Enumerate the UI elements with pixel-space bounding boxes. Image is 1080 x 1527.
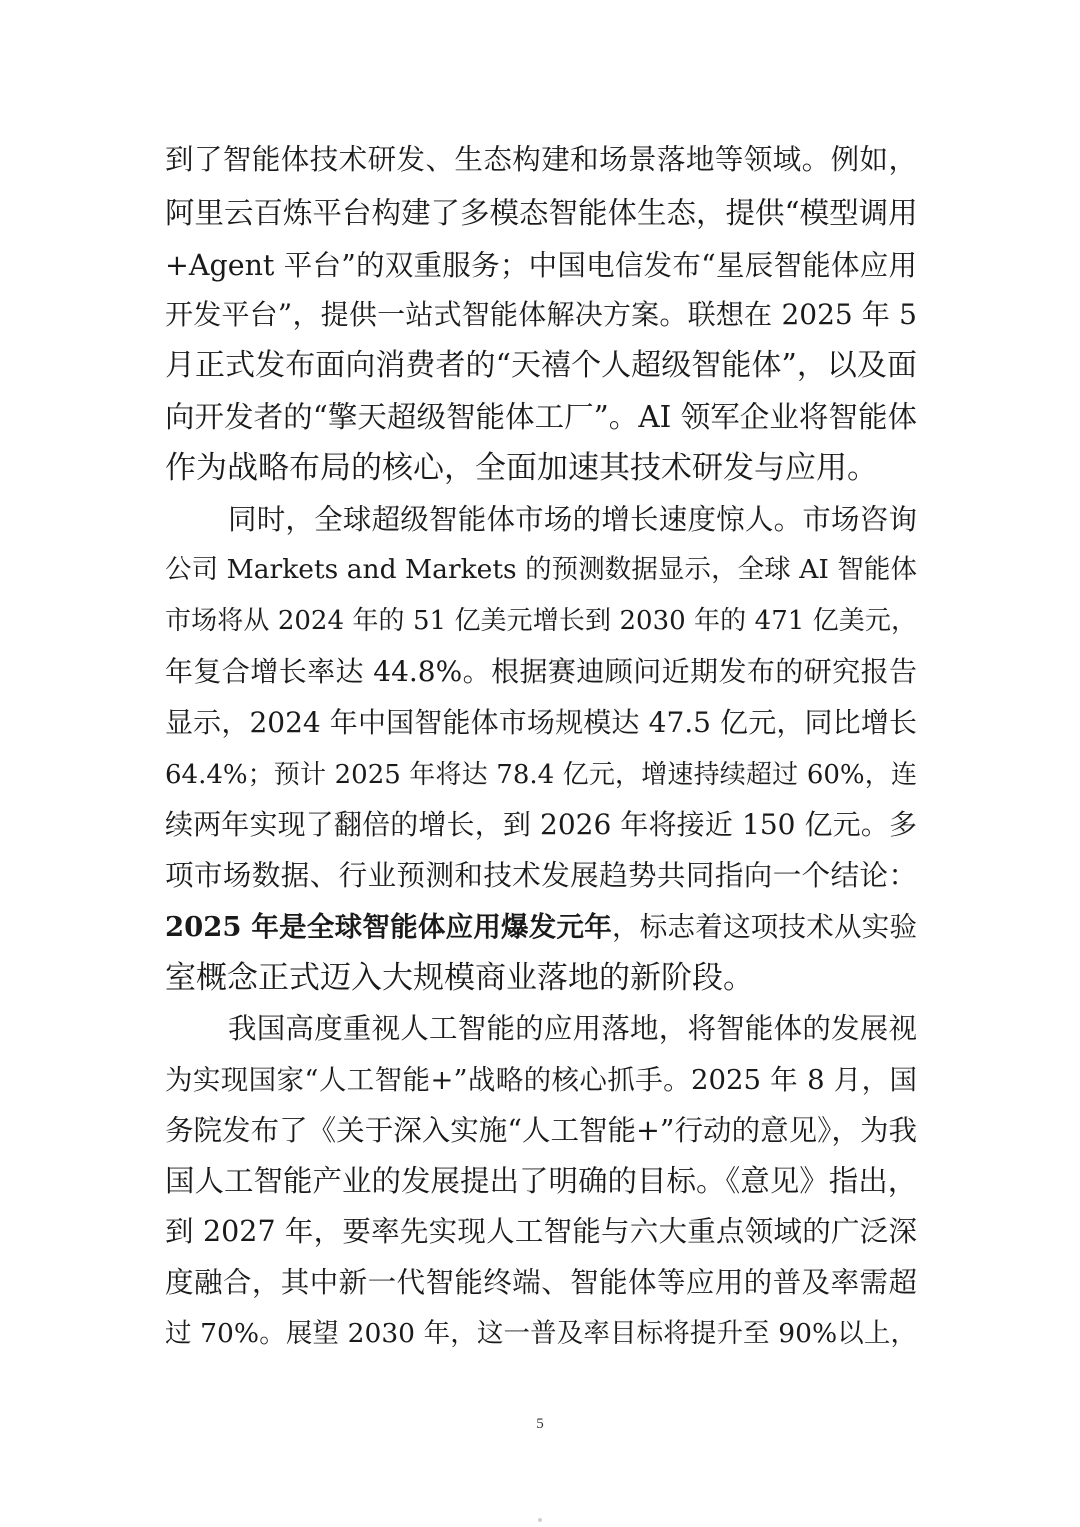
paragraph-2-line-4: 年复合增长率达 44.8%。根据赛迪顾问近期发布的研究报告 [165,655,917,688]
paragraph-1-line-3: +Agent 平台”的双重服务；中国电信发布“星辰智能体应用 [165,249,917,282]
paragraph-2-line-3: 市场将从 2024 年的 51 亿美元增长到 2030 年的 471 亿美元， [165,606,917,636]
paragraph-1-line-7: 作为战略布局的核心，全面加速其技术研发与应用。 [165,450,878,486]
paragraph-2-line-8: 项市场数据、行业预测和技术发展趋势共同指向一个结论： [165,859,917,892]
paragraph-1-line-2: 阿里云百炼平台构建了多模态智能体生态，提供“模型调用 [165,196,918,230]
paragraph-2-line-10: 室概念正式迈入大规模商业落地的新阶段。 [165,960,754,996]
page-indicator-dot [538,1518,542,1522]
paragraph-3-line-4: 国人工智能产业的发展提出了明确的目标。《意见》指出， [165,1164,918,1198]
paragraph-1-line-5: 月正式发布面向消费者的“天禧个人超级智能体”，以及面 [165,348,917,383]
paragraph-1-line-1: 到了智能体技术研发、生态构建和场景落地等领域。例如， [165,143,917,176]
paragraph-2-line-1: 同时，全球超级智能体市场的增长速度惊人。市场咨询 [228,503,917,536]
paragraph-2-line-5: 显示，2024 年中国智能体市场规模达 47.5 亿元，同比增长 [165,706,917,739]
paragraph-2-line-6: 64.4%；预计 2025 年将达 78.4 亿元，增速持续超过 60%，连 [165,760,917,790]
paragraph-3-line-6: 度融合，其中新一代智能终端、智能体等应用的普及率需超 [165,1266,917,1299]
paragraph-3-line-7: 过 70%。展望 2030 年，这一普及率目标将提升至 90%以上， [165,1318,917,1349]
paragraph-1-line-4: 开发平台”，提供一站式智能体解决方案。联想在 2025 年 5 [165,298,917,331]
paragraph-3-line-2: 为实现国家“人工智能+”战略的核心抓手。2025 年 8 月，国 [165,1064,917,1096]
highlighted-conclusion: 2025 年是全球智能体应用爆发元年 [165,911,613,943]
paragraph-2-line-9-rest: ，标志着这项技术从实验 [612,911,917,943]
page-number: 5 [536,1416,544,1432]
paragraph-2-line-9 [165,901,917,953]
paragraph-3-line-1: 我国高度重视人工智能的应用落地，将智能体的发展视 [228,1012,917,1045]
paragraph-1-line-6: 向开发者的“擎天超级智能体工厂”。AI 领军企业将智能体 [165,400,917,434]
paragraph-2-line-2: 公司 Markets and Markets 的预测数据显示，全球 AI 智能体 [165,554,918,585]
paragraph-2-line-7: 续两年实现了翻倍的增长，到 2026 年将接近 150 亿元。多 [165,808,917,841]
paragraph-3-line-5: 到 2027 年，要率先实现人工智能与六大重点领域的广泛深 [165,1215,917,1248]
paragraph-3-line-3: 务院发布了《关于深入实施“人工智能+”行动的意见》，为我 [165,1114,917,1147]
